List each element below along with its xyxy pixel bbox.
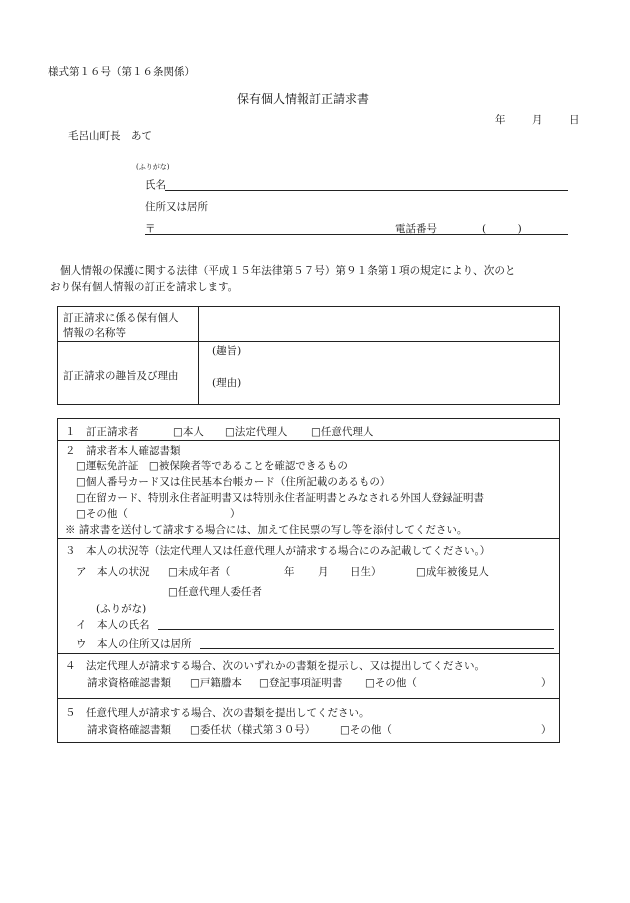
id-doc-note: ※ 請求書を送付して請求する場合には、加えて住民票の写し等を添付してください。 xyxy=(65,524,468,536)
checkbox-legal-representative[interactable]: □法定代理人 xyxy=(225,426,288,438)
birth-month: 月 xyxy=(318,566,329,578)
requester-address-label: 住所又は居所 xyxy=(145,201,208,213)
requester-furigana-label: (ふりがな) xyxy=(136,163,170,171)
checkbox-power-of-attorney[interactable]: □委任状（様式第３０号） xyxy=(190,724,316,736)
intro-line1: 個人情報の保護に関する法律（平成１５年法律第５７号）第９１条第１項の規定により、次のと xyxy=(60,265,516,277)
person-address-line[interactable] xyxy=(200,648,554,649)
section3-title: ３ 本人の状況等（法定代理人又は任意代理人が請求する場合にのみ記載してください。） xyxy=(65,545,491,557)
person-status-label: ア 本人の状況 xyxy=(76,566,150,578)
section-divider-3 xyxy=(57,653,560,654)
legal-docs-label: 請求資格確認書類 xyxy=(87,677,171,689)
id-doc-other-close: ） xyxy=(230,508,241,520)
requester-address-line[interactable] xyxy=(145,234,568,235)
section1-title: １ 訂正請求者 xyxy=(65,426,139,438)
section4-title: ４ 法定代理人が請求する場合、次のいずれかの書類を提示し、又は提出してください。 xyxy=(65,660,485,672)
table1-divider-vertical xyxy=(198,306,199,405)
section-divider-1 xyxy=(57,440,560,441)
checkbox-adult-ward[interactable]: □成年被後見人 xyxy=(416,566,489,578)
phone-paren: ( ) xyxy=(482,223,522,235)
id-doc-other[interactable]: □その他（ xyxy=(76,508,128,520)
checkbox-self[interactable]: □本人 xyxy=(173,426,204,438)
requester-name-label: 氏名 xyxy=(145,179,166,191)
table1-row2-label: 訂正請求の趣旨及び理由 xyxy=(63,370,179,382)
date-year: 年 xyxy=(495,114,506,126)
person-furigana-label: (ふりがな) xyxy=(96,603,147,615)
id-doc-line3[interactable]: □在留カード、特別永住者証明書又は特別永住者証明書とみなされる外国人登録証明書 xyxy=(76,492,484,504)
table1-row1-label-line1: 訂正請求に係る保有個人 xyxy=(63,312,179,324)
section-divider-2 xyxy=(57,538,560,539)
id-doc-line2[interactable]: □個人番号カード又は住民基本台帳カード（住所記載のあるもの） xyxy=(76,476,391,488)
table1-row1-label-line2: 情報の名称等 xyxy=(63,327,126,339)
intro-line2: おり保有個人情報の訂正を請求します。 xyxy=(50,281,239,293)
birth-day: 日生） xyxy=(350,566,382,578)
voluntary-docs-label: 請求資格確認書類 xyxy=(87,724,171,736)
checkbox-minor[interactable]: □未成年者（ xyxy=(168,566,231,578)
checkbox-family-register[interactable]: □戸籍謄本 xyxy=(190,677,242,689)
checkbox-voluntary-other[interactable]: □その他（ xyxy=(340,724,392,736)
addressee: 毛呂山町長 あて xyxy=(68,130,152,142)
voluntary-other-close: ） xyxy=(541,724,552,736)
reason-label: (理由) xyxy=(212,377,242,389)
phone-label: 電話番号 xyxy=(395,223,437,235)
page-title: 保有個人情報訂正請求書 xyxy=(237,92,370,106)
date-month: 月 xyxy=(532,114,543,126)
postal-mark: 〒 xyxy=(145,223,156,235)
purpose-label: (趣旨) xyxy=(212,345,242,357)
requester-name-line[interactable] xyxy=(165,190,568,191)
checkbox-voluntary-representative[interactable]: □任意代理人 xyxy=(311,426,374,438)
section5-title: ５ 任意代理人が請求する場合、次の書類を提出してください。 xyxy=(65,707,370,719)
form-number: 様式第１６号（第１６条関係） xyxy=(48,66,195,78)
person-name-line[interactable] xyxy=(158,629,554,630)
id-doc-line1[interactable]: □運転免許証 □被保険者等であることを確認できるもの xyxy=(76,460,348,472)
checkbox-legal-other[interactable]: □その他（ xyxy=(365,677,417,689)
legal-other-close: ） xyxy=(541,677,552,689)
person-address-label: ウ 本人の住所又は居所 xyxy=(76,638,192,650)
person-name-label: イ 本人の氏名 xyxy=(76,619,150,631)
date-day: 日 xyxy=(569,114,580,126)
checkbox-registry-certificate[interactable]: □登記事項証明書 xyxy=(259,677,343,689)
table1-divider-horizontal xyxy=(57,341,560,342)
section-divider-4 xyxy=(57,698,560,699)
section2-title: ２ 請求者本人確認書類 xyxy=(65,445,181,457)
checkbox-delegator[interactable]: □任意代理人委任者 xyxy=(168,586,262,598)
birth-year: 年 xyxy=(284,566,295,578)
